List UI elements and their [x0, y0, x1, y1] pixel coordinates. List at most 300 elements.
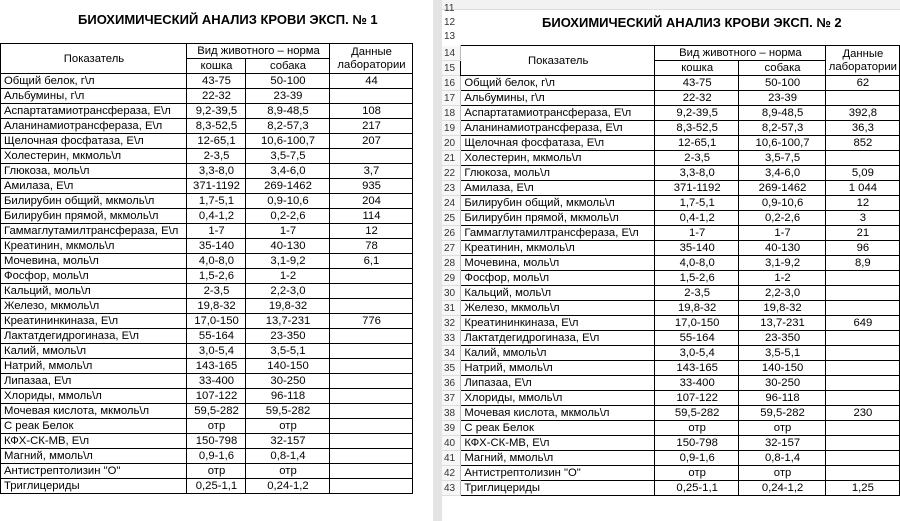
- lab-value-cell: [825, 466, 899, 481]
- table-row: [442, 136, 900, 151]
- header-lab-line2: лаборатории: [337, 59, 406, 71]
- dog-norm-cell: 0,8-1,4: [246, 449, 330, 464]
- cat-norm-cell: 0,9-1,6: [187, 449, 246, 464]
- lab-value-cell: [825, 286, 899, 301]
- table-row: [1, 149, 413, 164]
- dog-norm-cell: 30-250: [739, 376, 825, 391]
- row-number: 40: [442, 436, 461, 451]
- table-row: [442, 181, 900, 196]
- lab-value-cell: 3: [825, 211, 899, 226]
- parameter-cell: Мочевина, моль\л: [1, 254, 187, 269]
- table-row: [1, 329, 413, 344]
- lab-value-cell: [330, 284, 413, 299]
- lab-value-cell: [330, 404, 413, 419]
- dog-norm-cell: 2,2-3,0: [739, 286, 825, 301]
- cat-norm-cell: 55-164: [187, 329, 246, 344]
- table-row: [442, 361, 900, 376]
- dog-norm-cell: отр: [739, 421, 825, 436]
- dog-norm-cell: отр: [246, 464, 330, 479]
- lab-value-cell: 207: [330, 134, 413, 149]
- cat-norm-cell: 150-798: [187, 434, 246, 449]
- row-number: 39: [442, 421, 461, 436]
- dog-norm-cell: 19,8-32: [246, 299, 330, 314]
- cat-norm-cell: 0,9-1,6: [655, 451, 739, 466]
- lab-value-cell: [825, 331, 899, 346]
- lab-value-cell: 96: [825, 241, 899, 256]
- cat-norm-cell: 33-400: [187, 374, 246, 389]
- parameter-cell: Калий, ммоль\л: [461, 346, 655, 361]
- lab-value-cell: [330, 359, 413, 374]
- lab-value-cell: [825, 91, 899, 106]
- parameter-cell: Железо, мкмоль\л: [1, 299, 187, 314]
- parameter-cell: С реак Белок: [461, 421, 655, 436]
- table-row: [1, 134, 413, 149]
- parameter-cell: Мочевая кислота, мкмоль\л: [461, 406, 655, 421]
- lab-value-cell: 12: [825, 196, 899, 211]
- cat-norm-cell: 1-7: [187, 224, 246, 239]
- parameter-cell: Магний, ммоль\л: [1, 449, 187, 464]
- parameter-cell: Хлориды, ммоль\л: [461, 391, 655, 406]
- cat-norm-cell: 55-164: [655, 331, 739, 346]
- parameter-cell: Кальций, моль\л: [461, 286, 655, 301]
- dog-norm-cell: 3,4-6,0: [246, 164, 330, 179]
- dog-norm-cell: 0,2-2,6: [246, 209, 330, 224]
- cat-norm-cell: 59,5-282: [655, 406, 739, 421]
- table-row: [1, 89, 413, 104]
- cat-norm-cell: 371-1192: [187, 179, 246, 194]
- experiment-2-sheet: [442, 0, 900, 521]
- table-row: [1, 164, 413, 179]
- table-row: [442, 316, 900, 331]
- parameter-cell: Билирубин прямой, мкмоль\л: [461, 211, 655, 226]
- lab-value-cell: [825, 361, 899, 376]
- lab-value-cell: 6,1: [330, 254, 413, 269]
- dog-norm-cell: 1-7: [739, 226, 825, 241]
- dog-norm-cell: 0,24-1,2: [739, 481, 825, 496]
- parameter-cell: С реак Белок: [1, 419, 187, 434]
- cat-norm-cell: 2-3,5: [187, 284, 246, 299]
- cat-norm-cell: 35-140: [187, 239, 246, 254]
- table-row: [1, 104, 413, 119]
- row-number: 15: [442, 61, 461, 76]
- lab-value-cell: [330, 449, 413, 464]
- lab-value-cell: 1,25: [825, 481, 899, 496]
- parameter-cell: Фосфор, моль\л: [461, 271, 655, 286]
- table-row: [442, 91, 900, 106]
- row-number: 29: [442, 271, 461, 286]
- lab-value-cell: 108: [330, 104, 413, 119]
- parameter-cell: КФХ-СК-МВ, Е\л: [1, 434, 187, 449]
- dog-norm-cell: 3,5-5,1: [739, 346, 825, 361]
- cat-norm-cell: 8,3-52,5: [655, 121, 739, 136]
- lab-value-cell: [825, 151, 899, 166]
- table-row: [442, 376, 900, 391]
- dog-norm-cell: 0,9-10,6: [246, 194, 330, 209]
- table-row: [442, 106, 900, 121]
- header-species-norm: Вид животного – норма: [187, 44, 330, 59]
- parameter-cell: Хлориды, ммоль\л: [1, 389, 187, 404]
- header-cat: кошка: [187, 59, 246, 74]
- header-lab-data: [330, 44, 413, 74]
- lab-value-cell: [825, 391, 899, 406]
- cat-norm-cell: 9,2-39,5: [187, 104, 246, 119]
- parameter-cell: Железо, мкмоль\л: [461, 301, 655, 316]
- parameter-cell: Гаммаглутамилтрансфераза, Е\л: [1, 224, 187, 239]
- parameter-cell: Аспартатамиотрансфераза, Е\л: [1, 104, 187, 119]
- dog-norm-cell: отр: [246, 419, 330, 434]
- lab-value-cell: 21: [825, 226, 899, 241]
- table-row: [1, 284, 413, 299]
- lab-value-cell: [330, 269, 413, 284]
- lab-value-cell: 204: [330, 194, 413, 209]
- cat-norm-cell: 0,25-1,1: [187, 479, 246, 494]
- table-row: [442, 301, 900, 316]
- lab-value-cell: 852: [825, 136, 899, 151]
- table-row: [442, 241, 900, 256]
- parameter-cell: Лактатдегидрогиназа, Е\л: [461, 331, 655, 346]
- cat-norm-cell: 3,0-5,4: [187, 344, 246, 359]
- lab-value-cell: 776: [330, 314, 413, 329]
- cat-norm-cell: 43-75: [655, 76, 739, 91]
- row-number: 17: [442, 91, 461, 106]
- lab-value-cell: [330, 479, 413, 494]
- parameter-cell: Калий, ммоль\л: [1, 344, 187, 359]
- parameter-cell: Креатининкиназа, Е\л: [461, 316, 655, 331]
- table-row: [1, 74, 413, 89]
- dog-norm-cell: 1-2: [246, 269, 330, 284]
- dog-norm-cell: 8,9-48,5: [246, 104, 330, 119]
- cat-norm-cell: 2-3,5: [655, 286, 739, 301]
- dog-norm-cell: 140-150: [246, 359, 330, 374]
- row-number: 25: [442, 211, 461, 226]
- parameter-cell: Аспартатамиотрансфераза, Е\л: [461, 106, 655, 121]
- sheet-title: БИОХИМИЧЕСКИЙ АНАЛИЗ КРОВИ ЭКСП. № 1: [78, 12, 378, 27]
- parameter-cell: Щелочная фосфатаза, Е\л: [461, 136, 655, 151]
- lab-value-cell: 935: [330, 179, 413, 194]
- spreadsheet-top-strip: [442, 0, 900, 10]
- dog-norm-cell: 2,2-3,0: [246, 284, 330, 299]
- parameter-cell: Магний, ммоль\л: [461, 451, 655, 466]
- row-number: 26: [442, 226, 461, 241]
- lab-value-cell: [330, 374, 413, 389]
- cat-norm-cell: 12-65,1: [655, 136, 739, 151]
- parameter-cell: Амилаза, Е\л: [1, 179, 187, 194]
- experiment-1-sheet: [0, 0, 433, 521]
- table-row: [1, 299, 413, 314]
- parameter-cell: Гаммаглутамилтрансфераза, Е\л: [461, 226, 655, 241]
- row-number: 19: [442, 121, 461, 136]
- parameter-cell: Альбумины, г\л: [1, 89, 187, 104]
- cat-norm-cell: 143-165: [655, 361, 739, 376]
- lab-value-cell: [330, 434, 413, 449]
- dog-norm-cell: 3,5-7,5: [246, 149, 330, 164]
- row-number: 33: [442, 331, 461, 346]
- cat-norm-cell: 1,5-2,6: [655, 271, 739, 286]
- table-row: [1, 179, 413, 194]
- dog-norm-cell: 8,2-57,3: [246, 119, 330, 134]
- dog-norm-cell: 50-100: [739, 76, 825, 91]
- parameter-cell: Лактатдегидрогиназа, Е\л: [1, 329, 187, 344]
- lab-value-cell: 62: [825, 76, 899, 91]
- blood-test-table: [442, 45, 900, 496]
- table-row: [1, 239, 413, 254]
- row-number: 14: [442, 46, 461, 61]
- table-row: [1, 359, 413, 374]
- dog-norm-cell: 23-39: [246, 89, 330, 104]
- row-number: 32: [442, 316, 461, 331]
- cat-norm-cell: 33-400: [655, 376, 739, 391]
- row-number: 28: [442, 256, 461, 271]
- parameter-cell: Натрий, ммоль\л: [1, 359, 187, 374]
- row-number: 18: [442, 106, 461, 121]
- cat-norm-cell: 2-3,5: [655, 151, 739, 166]
- lab-value-cell: 1 044: [825, 181, 899, 196]
- lab-value-cell: 78: [330, 239, 413, 254]
- lab-value-cell: 217: [330, 119, 413, 134]
- parameter-cell: Холестерин, мкмоль\л: [461, 151, 655, 166]
- parameter-cell: Билирубин прямой, мкмоль\л: [1, 209, 187, 224]
- lab-value-cell: 36,3: [825, 121, 899, 136]
- table-row: [1, 194, 413, 209]
- parameter-cell: Триглицериды: [461, 481, 655, 496]
- row-number: 41: [442, 451, 461, 466]
- parameter-cell: Мочевая кислота, мкмоль\л: [1, 404, 187, 419]
- table-row: [1, 404, 413, 419]
- row-number: 24: [442, 196, 461, 211]
- dog-norm-cell: 13,7-231: [739, 316, 825, 331]
- lab-value-cell: 44: [330, 74, 413, 89]
- row-number: 43: [442, 481, 461, 496]
- table-row: [1, 464, 413, 479]
- row-number: 34: [442, 346, 461, 361]
- header-lab-line1: Данные: [351, 46, 392, 58]
- parameter-cell: КФХ-СК-МВ, Е\л: [461, 436, 655, 451]
- dog-norm-cell: отр: [739, 466, 825, 481]
- table-row: [1, 269, 413, 284]
- lab-value-cell: [330, 389, 413, 404]
- row-number: 21: [442, 151, 461, 166]
- lab-value-cell: [330, 344, 413, 359]
- parameter-cell: Антистрептолизин "О": [1, 464, 187, 479]
- lab-value-cell: [825, 421, 899, 436]
- row-number: 23: [442, 181, 461, 196]
- dog-norm-cell: 0,8-1,4: [739, 451, 825, 466]
- dog-norm-cell: 40-130: [739, 241, 825, 256]
- parameter-cell: Амилаза, Е\л: [461, 181, 655, 196]
- dog-norm-cell: 140-150: [739, 361, 825, 376]
- dog-norm-cell: 10,6-100,7: [739, 136, 825, 151]
- parameter-cell: Мочевина, моль\л: [461, 256, 655, 271]
- row-number: 38: [442, 406, 461, 421]
- lab-value-cell: [330, 464, 413, 479]
- parameter-cell: Билирубин общий, мкмоль\л: [461, 196, 655, 211]
- dog-norm-cell: 32-157: [246, 434, 330, 449]
- header-lab-data: [825, 46, 899, 76]
- cat-norm-cell: 0,25-1,1: [655, 481, 739, 496]
- cat-norm-cell: 1,7-5,1: [187, 194, 246, 209]
- cat-norm-cell: 371-1192: [655, 181, 739, 196]
- cat-norm-cell: 19,8-32: [187, 299, 246, 314]
- table-row: [442, 196, 900, 211]
- parameter-cell: Альбумины, г\л: [461, 91, 655, 106]
- lab-value-cell: 649: [825, 316, 899, 331]
- table-row: [1, 389, 413, 404]
- table-row: [442, 166, 900, 181]
- parameter-cell: Глюкоза, моль\л: [461, 166, 655, 181]
- table-row: [1, 254, 413, 269]
- lab-value-cell: [825, 436, 899, 451]
- dog-norm-cell: 96-118: [739, 391, 825, 406]
- dog-norm-cell: 269-1462: [246, 179, 330, 194]
- lab-value-cell: [825, 271, 899, 286]
- table-row: [442, 271, 900, 286]
- parameter-cell: Общий белок, г\л: [1, 74, 187, 89]
- window-divider: [433, 0, 442, 521]
- header-lab-line2: лаборатории: [828, 61, 897, 73]
- table-row: [442, 346, 900, 361]
- table-row: [442, 226, 900, 241]
- lab-value-cell: 12: [330, 224, 413, 239]
- lab-value-cell: 8,9: [825, 256, 899, 271]
- parameter-cell: Креатинин, мкмоль\л: [1, 239, 187, 254]
- cat-norm-cell: 0,4-1,2: [187, 209, 246, 224]
- dog-norm-cell: 3,5-5,1: [246, 344, 330, 359]
- dog-norm-cell: 0,2-2,6: [739, 211, 825, 226]
- row-number: 31: [442, 301, 461, 316]
- table-row: [1, 449, 413, 464]
- dog-norm-cell: 10,6-100,7: [246, 134, 330, 149]
- parameter-cell: Аланинамиотрансфераза, Е\л: [461, 121, 655, 136]
- lab-value-cell: 3,7: [330, 164, 413, 179]
- parameter-cell: Фосфор, моль\л: [1, 269, 187, 284]
- parameter-cell: Липазаа, Е\л: [461, 376, 655, 391]
- dog-norm-cell: 3,5-7,5: [739, 151, 825, 166]
- parameter-cell: Креатининкиназа, Е\л: [1, 314, 187, 329]
- row-number: 11: [444, 3, 455, 14]
- cat-norm-cell: 43-75: [187, 74, 246, 89]
- table-row: [1, 374, 413, 389]
- parameter-cell: Триглицериды: [1, 479, 187, 494]
- cat-norm-cell: 59,5-282: [187, 404, 246, 419]
- cat-norm-cell: 3,3-8,0: [187, 164, 246, 179]
- row-number: 37: [442, 391, 461, 406]
- row-number: 36: [442, 376, 461, 391]
- dog-norm-cell: 23-350: [739, 331, 825, 346]
- table-row: [442, 286, 900, 301]
- dog-norm-cell: 19,8-32: [739, 301, 825, 316]
- header-parameter: Показатель: [1, 44, 187, 74]
- table-row: [442, 256, 900, 271]
- cat-norm-cell: 3,3-8,0: [655, 166, 739, 181]
- cat-norm-cell: отр: [187, 419, 246, 434]
- cat-norm-cell: 1,7-5,1: [655, 196, 739, 211]
- table-row: [442, 151, 900, 166]
- dog-norm-cell: 269-1462: [739, 181, 825, 196]
- parameter-cell: Глюкоза, моль\л: [1, 164, 187, 179]
- table-row: [442, 331, 900, 346]
- cat-norm-cell: 9,2-39,5: [655, 106, 739, 121]
- parameter-cell: Липазаа, Е\л: [1, 374, 187, 389]
- cat-norm-cell: отр: [655, 421, 739, 436]
- cat-norm-cell: 4,0-8,0: [187, 254, 246, 269]
- table-row: [442, 451, 900, 466]
- row-number: 20: [442, 136, 461, 151]
- table-row: [442, 76, 900, 91]
- table-row: [442, 436, 900, 451]
- cat-norm-cell: 150-798: [655, 436, 739, 451]
- dog-norm-cell: 59,5-282: [739, 406, 825, 421]
- table-row: [1, 419, 413, 434]
- lab-value-cell: [330, 149, 413, 164]
- dog-norm-cell: 1-7: [246, 224, 330, 239]
- parameter-cell: Общий белок, г\л: [461, 76, 655, 91]
- table-row: [1, 224, 413, 239]
- cat-norm-cell: 22-32: [187, 89, 246, 104]
- dog-norm-cell: 8,2-57,3: [739, 121, 825, 136]
- parameter-cell: Креатинин, мкмоль\л: [461, 241, 655, 256]
- parameter-cell: Кальций, моль\л: [1, 284, 187, 299]
- dog-norm-cell: 13,7-231: [246, 314, 330, 329]
- table-row: [442, 421, 900, 436]
- dog-norm-cell: 40-130: [246, 239, 330, 254]
- sheet-title: БИОХИМИЧЕСКИЙ АНАЛИЗ КРОВИ ЭКСП. № 2: [542, 15, 842, 30]
- parameter-cell: Щелочная фосфатаза, Е\л: [1, 134, 187, 149]
- cat-norm-cell: 19,8-32: [655, 301, 739, 316]
- cat-norm-cell: 22-32: [655, 91, 739, 106]
- header-lab-line1: Данные: [842, 48, 884, 60]
- blood-test-table: [0, 43, 413, 494]
- lab-value-cell: 230: [825, 406, 899, 421]
- row-number: 27: [442, 241, 461, 256]
- row-number: 22: [442, 166, 461, 181]
- dog-norm-cell: 3,1-9,2: [739, 256, 825, 271]
- header-species-norm: Вид животного – норма: [655, 46, 826, 61]
- dog-norm-cell: 0,24-1,2: [246, 479, 330, 494]
- table-row: [442, 211, 900, 226]
- table-row: [1, 209, 413, 224]
- lab-value-cell: [825, 376, 899, 391]
- lab-value-cell: [330, 299, 413, 314]
- cat-norm-cell: 1-7: [655, 226, 739, 241]
- cat-norm-cell: 3,0-5,4: [655, 346, 739, 361]
- header-dog: собака: [739, 61, 825, 76]
- lab-value-cell: 114: [330, 209, 413, 224]
- parameter-cell: Натрий, ммоль\л: [461, 361, 655, 376]
- dog-norm-cell: 59,5-282: [246, 404, 330, 419]
- lab-value-cell: 5,09: [825, 166, 899, 181]
- cat-norm-cell: 107-122: [655, 391, 739, 406]
- header-cat: кошка: [655, 61, 739, 76]
- table-row: [442, 466, 900, 481]
- dog-norm-cell: 50-100: [246, 74, 330, 89]
- cat-norm-cell: 1,5-2,6: [187, 269, 246, 284]
- table-row: [1, 434, 413, 449]
- lab-value-cell: [330, 329, 413, 344]
- header-dog: собака: [246, 59, 330, 74]
- table-row: [1, 479, 413, 494]
- row-number: 35: [442, 361, 461, 376]
- cat-norm-cell: 4,0-8,0: [655, 256, 739, 271]
- cat-norm-cell: 17,0-150: [187, 314, 246, 329]
- dog-norm-cell: 0,9-10,6: [739, 196, 825, 211]
- table-row: [442, 406, 900, 421]
- dog-norm-cell: 23-39: [739, 91, 825, 106]
- parameter-cell: Холестерин, мкмоль\л: [1, 149, 187, 164]
- dog-norm-cell: 8,9-48,5: [739, 106, 825, 121]
- dog-norm-cell: 3,1-9,2: [246, 254, 330, 269]
- lab-value-cell: [825, 346, 899, 361]
- table-row: [1, 344, 413, 359]
